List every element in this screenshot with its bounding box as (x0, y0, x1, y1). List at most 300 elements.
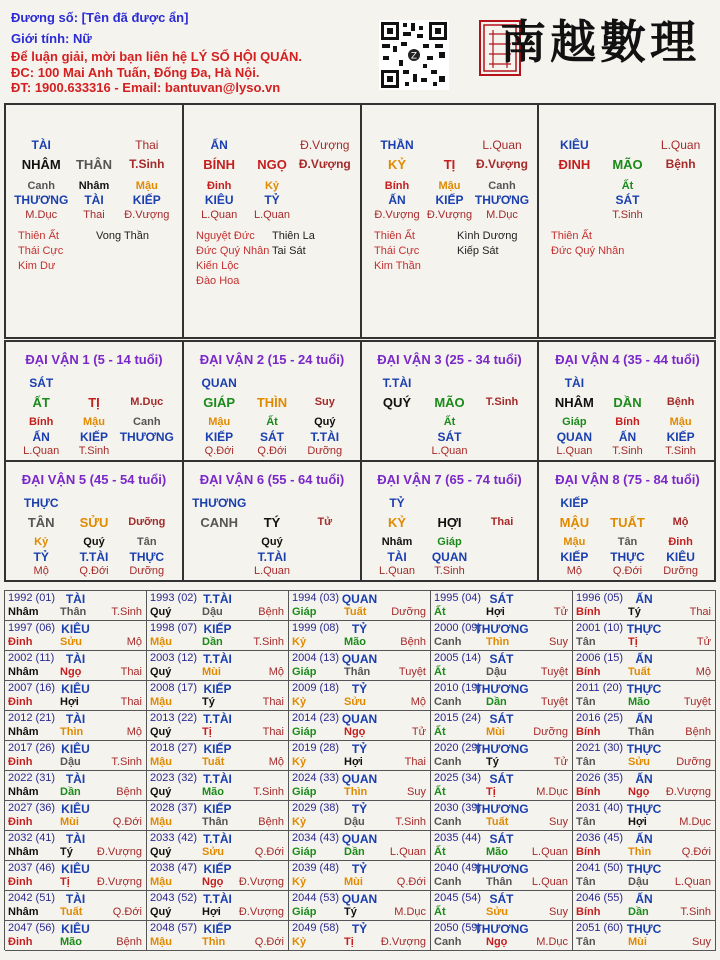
year-branch: Thân (486, 876, 513, 888)
year-branch: Dậu (486, 666, 507, 678)
dai-van-hidden-god: ẤN (32, 430, 50, 444)
year-cell (5, 891, 147, 921)
dai-van-branch: DẦN (613, 395, 642, 410)
year-god: ẤN (635, 712, 653, 726)
year-cell (431, 591, 573, 621)
year-stem: Kỷ (292, 936, 307, 948)
year-branch: Tuất (202, 756, 225, 768)
year-label: 1993 (02) (150, 592, 198, 604)
year-god: KIÊU (61, 862, 90, 876)
year-stem: Mậu (150, 816, 172, 828)
pillar-stem-branch: ĐINH (558, 157, 591, 172)
pillar-god: ẤN (210, 138, 228, 152)
year-phase: M.Dục (536, 786, 568, 798)
year-cell (431, 771, 573, 801)
year-god: THƯƠNG (474, 802, 529, 816)
year-branch: Ngọ (486, 936, 508, 948)
year-branch: Tuất (628, 666, 651, 678)
dai-van-branch: TỊ (88, 395, 100, 410)
year-god: QUAN (341, 712, 378, 726)
year-branch: Tị (486, 786, 496, 798)
year-stem: Nhâm (8, 726, 39, 738)
year-stem: Tân (576, 636, 596, 648)
pillar-stem-branch: NGỌ (257, 157, 287, 172)
year-branch: Thân (60, 606, 87, 618)
year-stem: Canh (434, 816, 462, 828)
year-label: 2034 (43) (292, 832, 340, 844)
year-table (4, 590, 716, 950)
year-god: ẤN (635, 892, 653, 906)
pillar-phase: Thai (135, 138, 159, 152)
year-god: SÁT (489, 712, 514, 726)
hidden-phase: Đ.Vượng (374, 209, 420, 221)
year-stem: Đinh (8, 696, 33, 708)
year-phase: Đ.Vượng (96, 876, 142, 888)
year-god: TÀI (65, 772, 86, 786)
year-god: T.TÀI (203, 892, 232, 906)
year-cell (573, 771, 716, 801)
dai-van-title: ĐẠI VẬN 8 (75 - 84 tuổi) (555, 472, 700, 487)
shensha-item: Kiến Lộc (196, 260, 239, 272)
dai-van-hidden: Mậu (669, 416, 692, 428)
year-god: QUAN (341, 772, 378, 786)
dai-van-title: ĐẠI VẬN 5 (45 - 54 tuổi) (21, 472, 167, 487)
year-god: KIÊU (61, 742, 90, 756)
year-stem: Giáp (292, 786, 317, 798)
year-cell (5, 801, 147, 831)
year-branch: Hợi (344, 756, 363, 768)
dai-van-hidden: Tân (617, 536, 638, 548)
dai-van-hidden-phase: Q.Đới (204, 445, 234, 457)
year-branch: Thìn (202, 936, 226, 948)
year-branch: Mùi (344, 876, 363, 888)
dai-van-stem: NHÂM (554, 395, 594, 410)
year-phase: Bệnh (116, 936, 142, 948)
year-stem: Quý (150, 846, 172, 858)
year-branch: Dần (60, 786, 81, 798)
dai-van-hidden: Ất (266, 416, 278, 428)
year-stem: Đinh (8, 816, 33, 828)
year-god: TỶ (351, 682, 368, 696)
pillar-stem-phase: T.Sinh (129, 157, 165, 171)
shensha-item: Thiên Ất (374, 230, 415, 242)
hidden-god: THƯƠNG (474, 193, 530, 207)
dai-van-god: KIẾP (560, 496, 589, 510)
shensha-item: Đức Quý Nhân (551, 245, 625, 257)
hidden-stem: Canh (488, 180, 516, 192)
year-phase: T.Sinh (111, 606, 142, 618)
year-label: 2042 (51) (8, 892, 56, 904)
hidden-phase: T.Sinh (612, 209, 643, 221)
year-branch: Thìn (486, 636, 510, 648)
dai-van-hidden-phase: T.Sinh (78, 445, 110, 457)
year-label: 2026 (35) (576, 772, 624, 784)
year-branch: Tý (202, 696, 215, 708)
shensha-item: Thiên Ất (18, 230, 59, 242)
year-cell (5, 861, 147, 891)
shensha-item: Thái Cực (18, 245, 64, 257)
year-cell (573, 711, 716, 741)
year-cell (5, 591, 147, 621)
year-god: THỰC (626, 622, 662, 636)
year-god: KIÊU (61, 802, 90, 816)
year-label: 2024 (33) (292, 772, 340, 784)
year-branch: Tý (344, 906, 357, 918)
dai-van-hidden: Quý (83, 536, 105, 548)
dai-van-title: ĐẠI VẬN 1 (5 - 14 tuổi) (25, 352, 163, 367)
dai-van-phase: Bệnh (666, 396, 695, 408)
year-branch: Mùi (202, 666, 221, 678)
hidden-stem: Bính (384, 180, 410, 192)
year-label: 2048 (57) (150, 922, 198, 934)
shensha-item: Nguyệt Đức (196, 230, 255, 242)
year-phase: Bệnh (258, 816, 284, 828)
dai-van-hidden-phase: T.Sinh (434, 565, 465, 577)
year-god: TỶ (351, 922, 368, 936)
year-branch: Mùi (486, 726, 505, 738)
hidden-god: KIÊU (204, 193, 234, 207)
year-label: 2008 (17) (150, 682, 198, 694)
year-label: 2015 (24) (434, 712, 482, 724)
year-stem: Mậu (150, 696, 172, 708)
dai-van-section (4, 340, 716, 582)
dai-van-god: TỶ (389, 496, 405, 510)
year-label: 2029 (38) (292, 802, 340, 814)
year-label: 2000 (09) (434, 622, 482, 634)
year-cell (431, 861, 573, 891)
pillar-phase: L.Quan (660, 138, 701, 152)
year-stem: Bính (576, 786, 601, 798)
year-cell (147, 831, 289, 861)
year-god: TỶ (351, 622, 368, 636)
year-branch: Sửu (202, 846, 225, 858)
year-label: 1992 (01) (8, 592, 56, 604)
year-god: KIẾP (203, 922, 232, 936)
year-god: SÁT (489, 652, 514, 666)
year-god: ẤN (635, 652, 653, 666)
year-phase: Tuyệt (540, 696, 568, 708)
year-god: ẤN (635, 772, 653, 786)
year-phase: Suy (549, 816, 568, 828)
hidden-phase: Đ.Vượng (124, 209, 170, 221)
year-cell (431, 651, 573, 681)
pillar-stem-branch: KỶ (387, 157, 407, 172)
year-stem: Nhâm (8, 606, 39, 618)
hidden-god: KIẾP (132, 193, 161, 207)
year-label: 2041 (50) (576, 862, 624, 874)
year-branch: Dậu (344, 816, 365, 828)
hidden-stem: Mậu (438, 180, 461, 192)
year-label: 2010 (19) (434, 682, 482, 694)
hidden-god: TỶ (264, 193, 280, 207)
year-branch: Tý (486, 756, 499, 768)
pillar-stem-branch: MÃO (612, 157, 643, 172)
dai-van-hidden-god: QUAN (431, 550, 468, 564)
year-cell (431, 831, 573, 861)
header-line-2: Giới tính: Nữ (11, 31, 92, 46)
year-god: QUAN (341, 832, 378, 846)
year-god: THỰC (626, 862, 662, 876)
year-label: 2019 (28) (292, 742, 340, 754)
hidden-phase: M.Dục (486, 209, 518, 221)
year-label: 1994 (03) (292, 592, 340, 604)
year-branch: Tuất (60, 906, 83, 918)
dai-van-hidden: Nhâm (381, 536, 413, 548)
svg-text:Z: Z (410, 51, 418, 62)
year-phase: Mộ (695, 666, 711, 678)
year-cell (147, 621, 289, 651)
pillar-stem-branch: BÍNH (203, 157, 236, 172)
dai-van-phase: Dưỡng (128, 516, 166, 528)
year-label: 2038 (47) (150, 862, 198, 874)
pillar-stem-branch: THÂN (75, 157, 113, 172)
year-stem: Quý (150, 666, 172, 678)
pillar-phase: Đ.Vượng (300, 138, 350, 152)
year-god: THỰC (626, 802, 662, 816)
dai-van-branch: TÝ (263, 515, 281, 530)
year-cell (5, 741, 147, 771)
year-branch: Thân (628, 726, 655, 738)
pillar-stem-phase: Đ.Vượng (476, 157, 528, 171)
shensha-item: Tai Sát (272, 245, 306, 257)
year-cell (573, 831, 716, 861)
year-phase: Bệnh (116, 786, 142, 798)
year-phase: Thai (262, 726, 284, 738)
year-god: TÀI (65, 892, 86, 906)
year-god: ẤN (635, 592, 653, 606)
pillar-god: THẦN (380, 138, 414, 152)
year-stem: Giáp (292, 846, 317, 858)
pillar-god: KIÊU (560, 138, 589, 152)
year-cell (431, 891, 573, 921)
dai-van-god: QUAN (201, 376, 237, 390)
year-stem: Giáp (292, 606, 317, 618)
dai-van-hidden: Giáp (562, 416, 587, 428)
year-god: SÁT (489, 592, 514, 606)
dai-van-hidden-god: T.TÀI (257, 550, 287, 564)
year-cell (289, 801, 431, 831)
year-label: 2033 (42) (150, 832, 198, 844)
year-phase: Thai (689, 606, 711, 618)
year-stem: Tân (576, 696, 596, 708)
year-label: 2043 (52) (150, 892, 198, 904)
year-branch: Hợi (628, 816, 647, 828)
hidden-phase: L.Quan (253, 209, 291, 221)
year-phase: L.Quan (531, 876, 568, 888)
year-branch: Sửu (344, 696, 367, 708)
dai-van-hidden-phase: Mộ (33, 565, 49, 577)
year-branch: Dậu (60, 756, 81, 768)
year-label: 1999 (08) (292, 622, 340, 634)
year-phase: T.Sinh (253, 786, 284, 798)
year-branch: Hợi (202, 906, 221, 918)
dai-van-hidden-god: KIÊU (666, 550, 695, 564)
shensha-item: Thiên Ất (551, 230, 592, 242)
year-branch: Hợi (60, 696, 79, 708)
year-phase: Đ.Vượng (380, 936, 426, 948)
dai-van-stem: ẤT (32, 395, 50, 410)
dai-van-title: ĐẠI VẬN 6 (55 - 64 tuổi) (199, 472, 345, 487)
year-label: 2040 (49) (434, 862, 482, 874)
year-stem: Canh (434, 696, 462, 708)
year-god: TỶ (351, 862, 368, 876)
year-label: 2044 (53) (292, 892, 340, 904)
pillar-3 (362, 105, 537, 337)
year-god: SÁT (489, 772, 514, 786)
year-stem: Nhâm (8, 906, 39, 918)
year-phase: Mộ (126, 636, 142, 648)
year-cell (573, 681, 716, 711)
year-phase: Bệnh (685, 726, 711, 738)
dai-van-branch: SỬU (79, 515, 109, 530)
dai-van-6 (184, 462, 360, 580)
year-label: 2030 (39) (434, 802, 482, 814)
year-god: TÀI (65, 832, 86, 846)
year-phase: Suy (549, 636, 568, 648)
year-god: THƯƠNG (474, 742, 529, 756)
year-branch: Tị (628, 636, 638, 648)
year-cell (289, 711, 431, 741)
year-stem: Giáp (292, 906, 317, 918)
year-cell (289, 741, 431, 771)
year-god: KIÊU (61, 922, 90, 936)
year-branch: Thân (344, 666, 371, 678)
year-label: 2003 (12) (150, 652, 198, 664)
year-label: 2007 (16) (8, 682, 56, 694)
qr-code-icon (379, 20, 449, 90)
year-stem: Quý (150, 606, 172, 618)
dai-van-hidden-god: KIẾP (560, 550, 589, 564)
year-stem: Quý (150, 786, 172, 798)
year-cell (289, 591, 431, 621)
pillar-stem-branch: TỊ (443, 157, 456, 172)
shensha-item: Đức Quý Nhân (196, 245, 270, 257)
dai-van-hidden-god: T.TÀI (310, 430, 340, 444)
year-phase: Dưỡng (391, 606, 426, 618)
pillar-phase: L.Quan (482, 138, 522, 152)
year-stem: Quý (150, 906, 172, 918)
dai-van-branch: MÃO (434, 395, 465, 410)
year-label: 2022 (31) (8, 772, 56, 784)
year-branch: Dần (628, 906, 649, 918)
year-stem: Mậu (150, 756, 172, 768)
year-stem: Canh (434, 936, 462, 948)
year-label: 2035 (44) (434, 832, 482, 844)
year-cell (289, 621, 431, 651)
hidden-phase: L.Quan (201, 209, 238, 221)
year-god: THƯƠNG (474, 622, 529, 636)
year-label: 2005 (14) (434, 652, 482, 664)
dai-van-1 (6, 342, 182, 460)
year-label: 2016 (25) (576, 712, 624, 724)
dai-van-title: ĐẠI VẬN 7 (65 - 74 tuổi) (377, 472, 522, 487)
year-god: TÀI (65, 652, 86, 666)
year-label: 2004 (13) (292, 652, 340, 664)
year-stem: Ất (434, 906, 446, 918)
hidden-god: TÀI (84, 193, 104, 207)
dai-van-branch: TUẤT (610, 515, 645, 530)
year-phase: L.Quan (389, 846, 426, 858)
year-stem: Kỷ (292, 816, 307, 828)
year-phase: Tử (553, 756, 568, 768)
hidden-god: THƯƠNG (14, 193, 69, 207)
shensha-item: Kình Dương (457, 230, 518, 242)
year-branch: Ngọ (344, 726, 366, 738)
year-god: TÀI (65, 592, 86, 606)
shensha-item: Thiên La (272, 230, 315, 242)
year-god: T.TÀI (203, 592, 232, 606)
year-god: KIẾP (203, 622, 232, 636)
hidden-stem: Ất (621, 180, 634, 192)
year-god: ẤN (635, 832, 653, 846)
year-god: SÁT (489, 832, 514, 846)
dai-van-hidden-god: SÁT (437, 430, 462, 444)
year-branch: Mùi (60, 816, 79, 828)
dai-van-branch: THÌN (256, 395, 288, 410)
year-cell (147, 681, 289, 711)
year-stem: Giáp (292, 726, 317, 738)
year-cell (431, 711, 573, 741)
year-stem: Kỷ (292, 876, 307, 888)
year-cell (147, 711, 289, 741)
year-phase: Mộ (268, 666, 284, 678)
year-cell (431, 741, 573, 771)
year-branch: Dần (486, 696, 507, 708)
dai-van-hidden-phase: L.Quan (253, 565, 291, 577)
year-label: 2046 (55) (576, 892, 624, 904)
dai-van-hidden-phase: Dưỡng (663, 565, 698, 577)
year-label: 2002 (11) (8, 652, 55, 664)
year-stem: Nhâm (8, 846, 39, 858)
shensha-item: Vong Thần (96, 230, 150, 242)
year-god: KIẾP (203, 802, 232, 816)
year-god: THỰC (626, 742, 662, 756)
year-phase: Tuyệt (540, 666, 568, 678)
year-phase: Mộ (126, 726, 142, 738)
dai-van-hidden-phase: L.Quan (378, 565, 416, 577)
year-stem: Kỷ (292, 696, 307, 708)
year-stem: Canh (434, 636, 462, 648)
year-phase: Thai (120, 696, 142, 708)
dai-van-5 (6, 462, 182, 580)
year-label: 2039 (48) (292, 862, 340, 874)
year-branch: Tị (60, 876, 70, 888)
hidden-stem: Kỷ (264, 180, 280, 192)
year-label: 2050 (59) (434, 922, 482, 934)
dai-van-hidden-god: TỶ (33, 550, 49, 564)
year-label: 1998 (07) (150, 622, 198, 634)
year-branch: Thìn (628, 846, 652, 858)
pillar-stem-phase: Đ.Vượng (298, 157, 351, 171)
year-god: QUAN (341, 652, 378, 666)
year-cell (289, 861, 431, 891)
year-cell (5, 681, 147, 711)
year-label: 2027 (36) (8, 802, 56, 814)
year-label: 1995 (04) (434, 592, 482, 604)
year-stem: Đinh (8, 636, 33, 648)
year-phase: Q.Đới (681, 846, 711, 858)
year-cell (289, 681, 431, 711)
year-branch: Ngọ (628, 786, 650, 798)
year-god: QUAN (341, 592, 378, 606)
year-phase: M.Dục (679, 816, 711, 828)
dai-van-hidden: Quý (261, 536, 283, 548)
year-label: 2013 (22) (150, 712, 198, 724)
year-branch: Mão (628, 696, 650, 708)
hidden-stem: Mậu (135, 180, 158, 192)
dai-van-hidden: Tân (137, 536, 157, 548)
year-phase: L.Quan (674, 876, 711, 888)
